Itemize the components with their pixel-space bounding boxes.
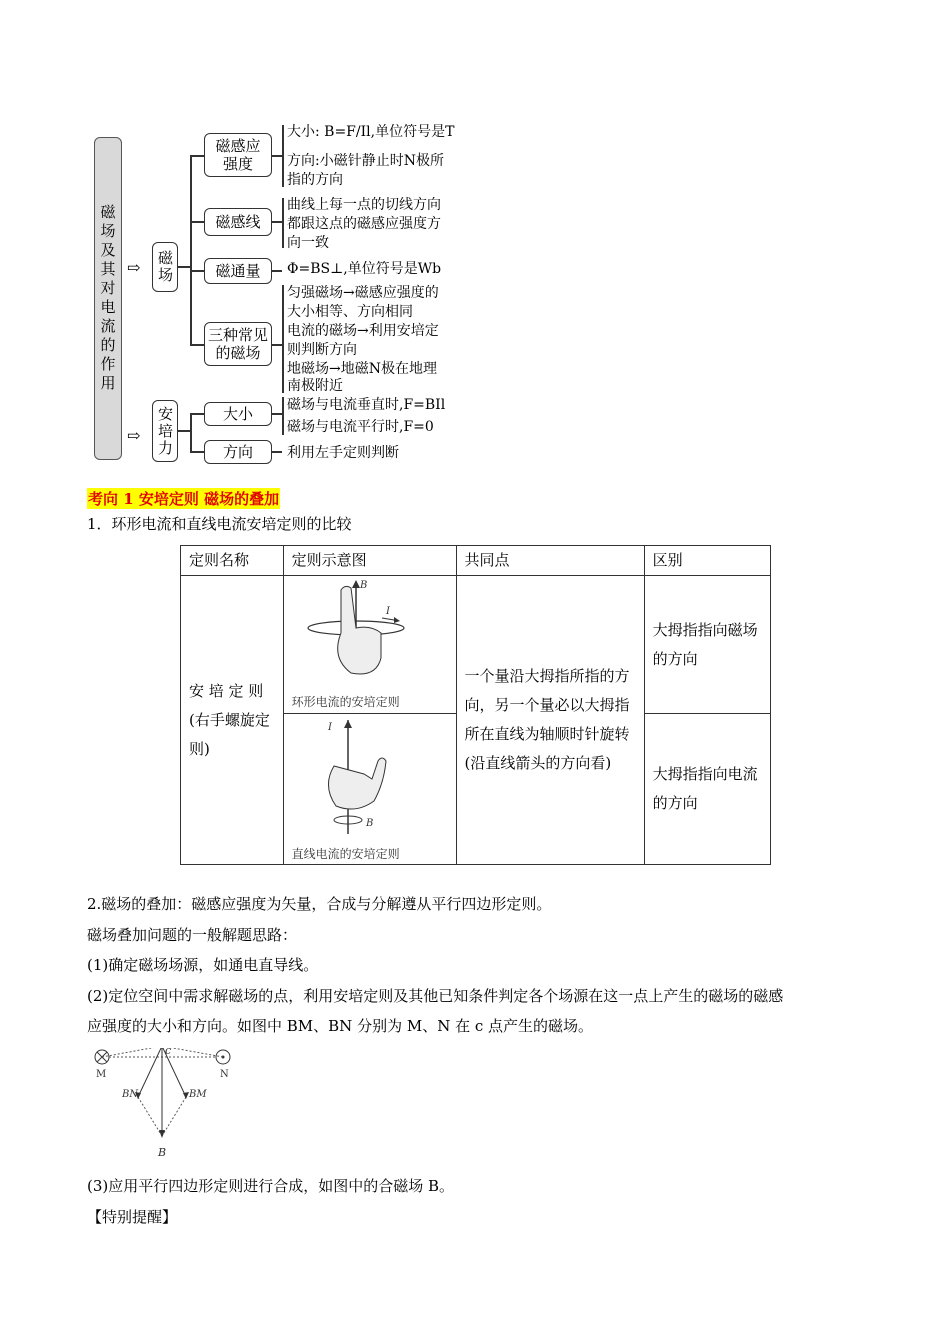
connector: [190, 413, 204, 415]
table-header: 定则名称: [181, 546, 284, 576]
rule-name-cell: 安 培 定 则 (右手螺旋定则): [181, 576, 284, 865]
reminder-heading: 【特别提醒】: [87, 1208, 178, 1226]
paragraph: (3)应用平行四边形定则进行合成，如图中的合磁场 B。: [87, 1177, 455, 1195]
node-field-lines: 磁感线: [204, 208, 272, 236]
note-text: 地磁场→地磁N极在地理: [287, 361, 437, 377]
common-cell: 一个量沿大拇指所指的方向，另一个量必以大拇指所在直线为轴顺时针旋转(沿直线箭头的方向看): [456, 576, 644, 865]
note-text: 向一致: [287, 235, 329, 251]
node-common-fields: 三种常见的磁场: [204, 322, 272, 366]
node-induction: 磁感应强度: [204, 133, 272, 177]
note-text: 磁场与电流平行时,F=0: [287, 419, 434, 435]
note-text: 大小: B=F/Il,单位符号是T: [287, 124, 455, 140]
note-text: 方向:小磁针静止时N极所: [287, 153, 444, 169]
paragraph: (1)确定磁场场源，如通电直导线。: [87, 956, 319, 974]
connector: [272, 413, 282, 415]
connector: [190, 413, 192, 451]
connector: [190, 155, 192, 345]
connector: [272, 155, 282, 157]
fig-label: I: [327, 722, 332, 733]
note-text: Φ=BS⊥,单位符号是Wb: [287, 261, 442, 277]
diff-cell: 大拇指指向电流的方向: [644, 714, 770, 865]
connector: [282, 285, 284, 393]
fig-label: B: [359, 580, 367, 591]
table-header: 定则示意图: [283, 546, 456, 576]
node-direction: 方向: [204, 440, 272, 464]
connector: [190, 155, 204, 157]
connector: [272, 451, 282, 453]
fig-label: c: [165, 1048, 172, 1057]
connector: [282, 125, 284, 187]
note-text: 南极附近: [287, 378, 343, 394]
paragraph: 1．环形电流和直线电流安培定则的比较: [87, 515, 352, 533]
fig-label: I: [385, 606, 390, 617]
node-flux: 磁通量: [204, 258, 272, 284]
root-node: 磁场及其对电流的作用: [94, 137, 122, 460]
section-heading: 考向 1 安培定则 磁场的叠加: [88, 490, 280, 508]
fig-label: B: [365, 818, 373, 829]
figure-caption: 直线电流的安培定则: [291, 847, 400, 861]
note-text: 匀强磁场→磁感应强度的: [287, 285, 439, 301]
fig-label: BM: [189, 1089, 207, 1100]
connector: [272, 221, 282, 223]
fig-label: B: [158, 1146, 167, 1159]
superposition-figure: [90, 1048, 240, 1160]
table-header: 区别: [644, 546, 770, 576]
arrow-icon: ⇨: [127, 258, 141, 277]
paragraph: 2.磁场的叠加：磁感应强度为矢量，合成与分解遵从平行四边形定则。: [87, 895, 552, 913]
connector: [282, 198, 284, 248]
note-text: 大小相等、方向相同: [287, 304, 413, 320]
note-text: 指的方向: [287, 172, 343, 188]
fig-label: BN: [122, 1089, 139, 1100]
comparison-table: [180, 545, 771, 865]
connector: [190, 451, 204, 453]
connector: [282, 397, 284, 435]
fig-label: N: [220, 1069, 229, 1080]
node-magnitude: 大小: [204, 402, 272, 426]
note-text: 都跟这点的磁感应强度方: [287, 216, 441, 232]
straight-current-hand-figure: [286, 716, 452, 838]
paragraph: 应强度的大小和方向。如图中 BM、BN 分别为 M、N 在 c 点产生的磁场。: [87, 1017, 594, 1035]
connector: [190, 344, 204, 346]
note-text: 磁场与电流垂直时,F=BIl: [287, 397, 446, 413]
arrow-icon: ⇨: [127, 426, 141, 445]
connector: [178, 266, 190, 268]
fig-label: M: [96, 1069, 107, 1080]
figure-caption: 环形电流的安培定则: [291, 695, 400, 709]
connector: [190, 221, 204, 223]
table-header: 共同点: [456, 546, 644, 576]
connector: [190, 270, 204, 272]
paragraph: 磁场叠加问题的一般解题思路：: [87, 926, 298, 944]
paragraph: (2)定位空间中需求解磁场的点，利用安培定则及其他已知条件判定各个场源在这一点上产生的磁场的磁感: [87, 987, 784, 1005]
connector: [272, 270, 282, 272]
line-figure-cell: [283, 714, 456, 865]
note-text: 电流的磁场→利用安培定: [287, 323, 439, 339]
field-node: 磁场: [152, 242, 178, 292]
connector: [272, 344, 282, 346]
note-text: 曲线上每一点的切线方向: [287, 197, 441, 213]
ring-current-hand-figure: [286, 578, 452, 688]
diff-cell: 大拇指指向磁场的方向: [644, 576, 770, 714]
note-text: 则判断方向: [287, 342, 357, 358]
ampere-node: 安培力: [152, 400, 178, 462]
ring-figure-cell: [283, 576, 456, 714]
connector: [178, 430, 190, 432]
note-text: 利用左手定则判断: [287, 445, 399, 461]
